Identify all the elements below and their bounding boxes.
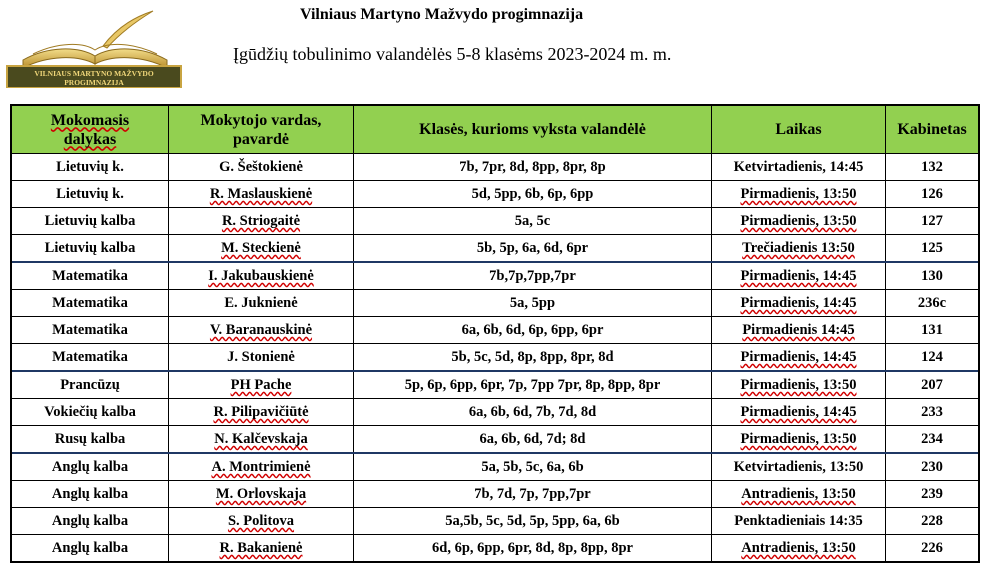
cell-subject-text: Anglų kalba [51, 486, 129, 502]
cell-teacher [169, 399, 354, 426]
cell-teacher-text: V. Baranauskinė [209, 322, 313, 338]
cell-classes [354, 344, 712, 372]
cell-classes [354, 535, 712, 562]
cell-teacher [169, 208, 354, 235]
cell-time-text: Ketvirtadienis, 13:50 [733, 459, 864, 475]
cell-subject [12, 262, 169, 290]
cell-subject [12, 453, 169, 481]
cell-time-text: Pirmadienis, 13:50 [740, 431, 857, 447]
table-row [12, 235, 979, 263]
cell-teacher [169, 371, 354, 399]
cell-time [712, 371, 886, 399]
cell-time [712, 535, 886, 562]
cell-subject-text: Anglų kalba [51, 513, 129, 529]
schedule-table [11, 105, 979, 562]
cell-teacher [169, 290, 354, 317]
table-row [12, 371, 979, 399]
table-row [12, 481, 979, 508]
cell-subject [12, 426, 169, 454]
cell-time [712, 317, 886, 344]
column-header-subject: Mokomasis dalykas [12, 106, 169, 154]
cell-room-text: 230 [921, 459, 943, 475]
cell-room-text: 131 [921, 322, 943, 338]
cell-teacher [169, 344, 354, 372]
cell-time [712, 154, 886, 181]
cell-classes [354, 426, 712, 454]
cell-classes [354, 262, 712, 290]
table-row [12, 181, 979, 208]
cell-teacher-text: A. Montrimienė [211, 459, 311, 475]
school-name: Vilniaus Martyno Mažvydo progimnazija [300, 6, 584, 23]
table-row [12, 344, 979, 372]
cell-subject [12, 181, 169, 208]
cell-classes-text: 6a, 6b, 6d, 6p, 6pp, 6pr [461, 322, 604, 338]
cell-subject-text: Anglų kalba [51, 540, 129, 556]
cell-room-text: 228 [921, 513, 943, 529]
cell-subject-text: Lietuvių k. [56, 159, 124, 175]
cell-subject [12, 154, 169, 181]
cell-subject-text: Lietuvių kalba [44, 240, 136, 256]
cell-classes-text: 5b, 5p, 6a, 6d, 6pr [476, 240, 589, 256]
cell-subject-text: Rusų kalba [54, 431, 126, 447]
cell-classes [354, 453, 712, 481]
cell-room [886, 262, 979, 290]
cell-room-text: 126 [921, 186, 943, 202]
cell-subject-text: Matematika [52, 322, 128, 338]
table-row [12, 154, 979, 181]
cell-subject [12, 317, 169, 344]
table-row [12, 508, 979, 535]
table-row [12, 290, 979, 317]
cell-classes-text: 6a, 6b, 6d, 7d; 8d [479, 431, 586, 447]
cell-room-text: 236c [917, 295, 947, 311]
cell-room-text: 124 [921, 349, 943, 365]
cell-classes-text: 5a, 5pp [509, 295, 556, 311]
cell-classes-text: 5a,5b, 5c, 5d, 5p, 5pp, 6a, 6b [445, 513, 620, 529]
cell-room [886, 208, 979, 235]
cell-teacher [169, 181, 354, 208]
cell-time-text: Antradienis, 13:50 [741, 540, 856, 556]
column-header-classes: Klasės, kurioms vyksta valandėlė [354, 106, 712, 154]
cell-room-text: 234 [921, 431, 943, 447]
cell-subject-text: Anglų kalba [51, 459, 129, 475]
cell-room-text: 226 [921, 540, 943, 556]
cell-subject [12, 235, 169, 263]
cell-classes-text: 5b, 5c, 5d, 8p, 8pp, 8pr, 8d [451, 349, 614, 365]
cell-time-text: Pirmadienis, 14:45 [740, 268, 857, 284]
cell-classes [354, 317, 712, 344]
cell-classes-text: 6a, 6b, 6d, 7b, 7d, 8d [468, 404, 597, 420]
cell-room [886, 453, 979, 481]
cell-room-text: 239 [921, 486, 943, 502]
cell-classes-text: 5a, 5b, 5c, 6a, 6b [481, 459, 584, 475]
cell-room [886, 535, 979, 562]
cell-time [712, 453, 886, 481]
school-logo [3, 8, 185, 88]
cell-classes [354, 290, 712, 317]
cell-room [886, 481, 979, 508]
cell-teacher [169, 453, 354, 481]
cell-time-text: Pirmadienis, 14:45 [740, 349, 857, 365]
cell-time-text: Antradienis, 13:50 [741, 486, 856, 502]
cell-time [712, 481, 886, 508]
cell-time-text: Pirmadienis 14:45 [742, 322, 855, 338]
cell-room [886, 290, 979, 317]
cell-time-text: Pirmadienis, 14:45 [740, 295, 857, 311]
cell-room [886, 344, 979, 372]
cell-teacher-text: J. Stonienė [227, 349, 295, 365]
cell-classes-text: 7b,7p,7pp,7pr [489, 268, 576, 284]
cell-teacher [169, 235, 354, 263]
cell-time [712, 508, 886, 535]
cell-teacher [169, 535, 354, 562]
cell-time-text: Pirmadienis, 13:50 [740, 186, 857, 202]
cell-subject-text: Matematika [52, 268, 128, 284]
cell-time [712, 344, 886, 372]
cell-room [886, 426, 979, 454]
cell-subject [12, 508, 169, 535]
table-row [12, 399, 979, 426]
cell-teacher [169, 317, 354, 344]
cell-classes-text: 6d, 6p, 6pp, 6pr, 8d, 8p, 8pp, 8pr [432, 540, 633, 556]
table-row [12, 426, 979, 454]
cell-room-text: 207 [921, 377, 943, 393]
cell-subject-text: Vokiečių kalba [44, 404, 136, 420]
cell-teacher-text: R. Bakanienė [219, 540, 303, 556]
cell-teacher [169, 481, 354, 508]
cell-teacher [169, 262, 354, 290]
cell-teacher-text: E. Juknienė [224, 295, 298, 311]
cell-subject-text: Matematika [52, 295, 128, 311]
cell-subject-text: Lietuvių kalba [44, 213, 136, 229]
cell-teacher-text: S. Politova [227, 513, 295, 529]
cell-time-text: Ketvirtadienis, 14:45 [733, 159, 864, 175]
logo-text-line1: VILNIAUS MARTYNO MAŽVYDO [34, 69, 154, 78]
cell-classes [354, 508, 712, 535]
cell-subject [12, 399, 169, 426]
cell-classes [354, 154, 712, 181]
column-header-time: Laikas [712, 106, 886, 154]
cell-time [712, 290, 886, 317]
cell-teacher-text: G. Šeštokienė [219, 159, 303, 175]
cell-subject [12, 371, 169, 399]
cell-teacher [169, 154, 354, 181]
cell-subject-text: Matematika [52, 349, 128, 365]
cell-teacher [169, 508, 354, 535]
column-header-teacher: Mokytojo vardas, pavardė [169, 106, 354, 154]
cell-room-text: 125 [921, 240, 943, 256]
table-row [12, 262, 979, 290]
cell-classes [354, 208, 712, 235]
cell-subject [12, 344, 169, 372]
cell-classes [354, 481, 712, 508]
cell-time [712, 399, 886, 426]
cell-time-text: Pirmadienis, 13:50 [740, 377, 857, 393]
cell-room-text: 127 [921, 213, 943, 229]
cell-classes-text: 7b, 7pr, 8d, 8pp, 8pr, 8p [459, 159, 606, 175]
cell-room-text: 233 [921, 404, 943, 420]
cell-time-text: Trečiadienis 13:50 [742, 240, 855, 256]
cell-teacher [169, 426, 354, 454]
table-header-row [12, 106, 979, 154]
cell-room-text: 130 [921, 268, 943, 284]
cell-time [712, 262, 886, 290]
table-row [12, 535, 979, 562]
table-row [12, 317, 979, 344]
column-header-room: Kabinetas [886, 106, 979, 154]
cell-subject [12, 481, 169, 508]
cell-classes [354, 399, 712, 426]
cell-time [712, 181, 886, 208]
cell-subject [12, 208, 169, 235]
cell-subject-text: Lietuvių k. [56, 186, 124, 202]
cell-classes-text: 5p, 6p, 6pp, 6pr, 7p, 7pp 7pr, 8p, 8pp, 8pr [404, 377, 661, 393]
cell-teacher-text: I. Jakubauskienė [208, 268, 314, 284]
cell-classes [354, 235, 712, 263]
cell-time [712, 235, 886, 263]
cell-classes [354, 181, 712, 208]
cell-time [712, 426, 886, 454]
cell-room-text: 132 [921, 159, 943, 175]
cell-teacher-text: R. Pilipavičiūtė [213, 404, 309, 420]
cell-classes [354, 371, 712, 399]
cell-time [712, 208, 886, 235]
cell-subject [12, 290, 169, 317]
logo-text-line2: PROGIMNAZIJA [64, 78, 124, 87]
cell-teacher-text: PH Pache [230, 377, 292, 393]
cell-time-text: Pirmadienis, 14:45 [740, 404, 857, 420]
cell-room [886, 235, 979, 263]
cell-classes-text: 7b, 7d, 7p, 7pp,7pr [474, 486, 591, 502]
cell-subject [12, 535, 169, 562]
cell-room [886, 371, 979, 399]
cell-teacher-text: R. Striogaitė [221, 213, 301, 229]
cell-room [886, 399, 979, 426]
cell-classes-text: 5d, 5pp, 6b, 6p, 6pp [471, 186, 594, 202]
cell-classes-text: 5a, 5c [514, 213, 551, 229]
cell-teacher-text: R. Maslauskienė [209, 186, 313, 202]
cell-teacher-text: M. Steckienė [221, 240, 301, 256]
cell-room [886, 508, 979, 535]
cell-room [886, 317, 979, 344]
document-subtitle: Įgūdžių tobulinimo valandėlės 5-8 klasėms 2023-2024 m. m. [233, 44, 672, 64]
cell-subject-text: Prancūzų [60, 377, 120, 393]
cell-time-text: Pirmadienis, 13:50 [740, 213, 857, 229]
cell-time-text: Penktadieniais 14:35 [734, 513, 863, 529]
cell-teacher-text: N. Kalčevskaja [214, 431, 308, 447]
cell-teacher-text: M. Orlovskaja [215, 486, 307, 502]
cell-room [886, 181, 979, 208]
table-row [12, 208, 979, 235]
cell-room [886, 154, 979, 181]
table-row [12, 453, 979, 481]
